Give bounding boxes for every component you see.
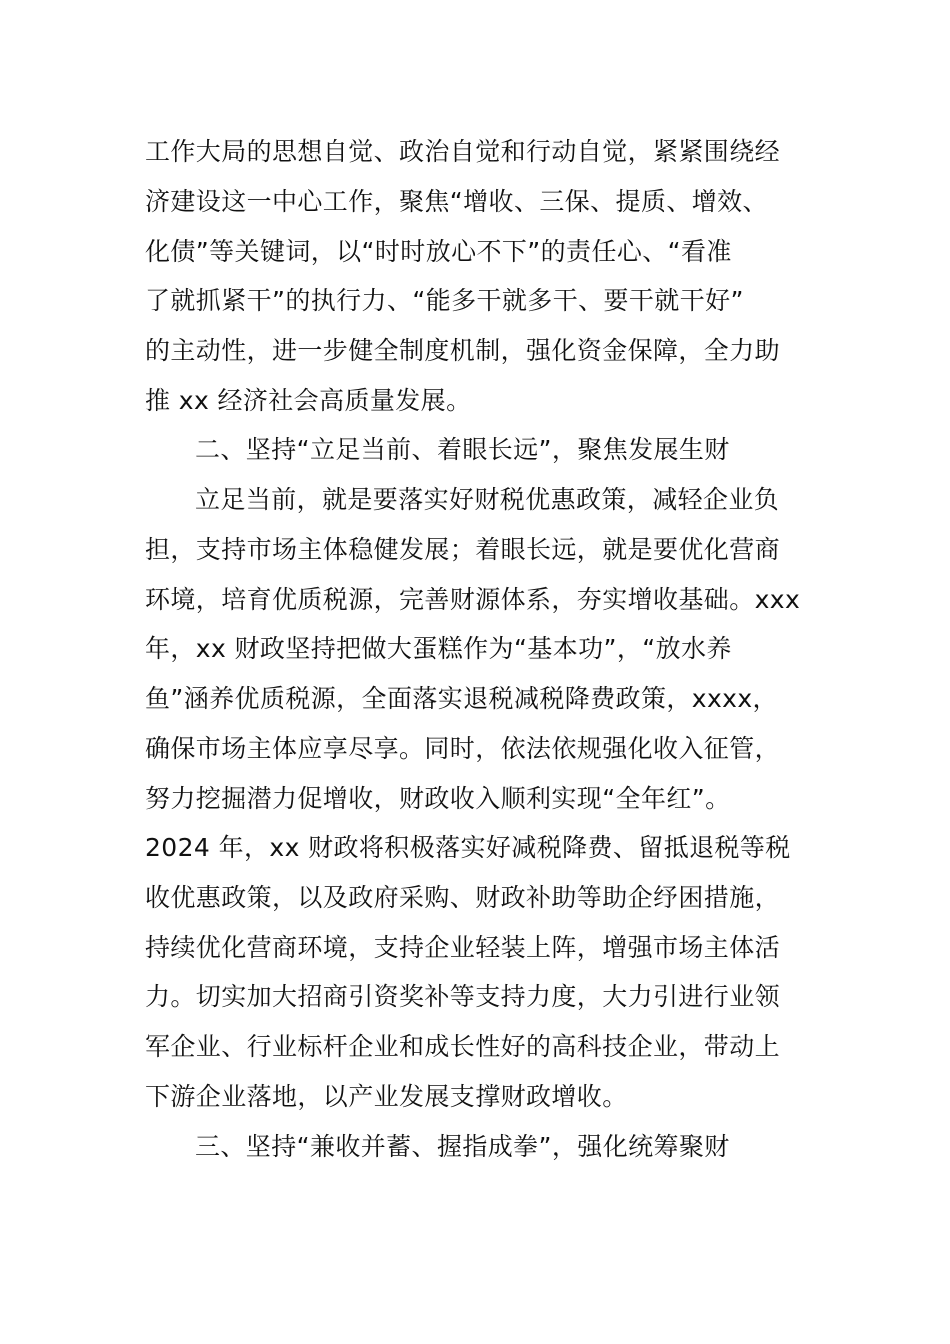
- text-line: 努力挖掘潜力促增收，财政收入顺利实现“全年红”。: [145, 784, 731, 813]
- text-line: 工作大局的思想自觉、政治自觉和行动自觉，紧紧围绕经: [145, 137, 781, 166]
- paragraph-first-line: 立足当前，就是要落实好财税优惠政策，减轻企业负: [195, 485, 780, 514]
- text-line: 收优惠政策，以及政府采购、财政补助等助企纾困措施，: [145, 883, 781, 912]
- text-line: 军企业、行业标杆企业和成长性好的高科技企业，带动上: [145, 1032, 781, 1061]
- text-line: 鱼”涵养优质税源，全面落实退税减税降费政策，xxxx，: [145, 684, 778, 713]
- text-line: 了就抓紧干”的执行力、“能多干就多干、要干就干好”: [145, 286, 744, 315]
- text-line: 的主动性，进一步健全制度机制，强化资金保障，全力助: [145, 336, 781, 365]
- text-line: 确保市场主体应享尽享。同时，依法依规强化收入征管，: [145, 734, 781, 763]
- section-heading: 三、坚持“兼收并蓄、握指成拳”，强化统筹聚财: [195, 1132, 730, 1161]
- text-line: 化债”等关键词，以“时时放心不下”的责任心、“看准: [145, 237, 732, 266]
- text-line: 年，xx 财政坚持把做大蛋糕作为“基本功”，“放水养: [145, 634, 732, 663]
- text-line: 力。切实加大招商引资奖补等支持力度，大力引进行业领: [145, 982, 781, 1011]
- section-heading: 二、坚持“立足当前、着眼长远”，聚焦发展生财: [195, 435, 730, 464]
- text-line: 持续优化营商环境，支持企业轻装上阵，增强市场主体活: [145, 933, 781, 962]
- text-line: 担，支持市场主体稳健发展；着眼长远，就是要优化营商: [145, 535, 781, 564]
- text-line: 推 xx 经济社会高质量发展。: [145, 386, 472, 415]
- text-line: 下游企业落地，以产业发展支撑财政增收。: [145, 1082, 628, 1111]
- text-line: 济建设这一中心工作，聚焦“增收、三保、提质、增效、: [145, 187, 768, 216]
- text-line: 环境，培育优质税源，完善财源体系，夯实增收基础。xxx: [145, 585, 801, 614]
- text-line: 2024 年，xx 财政将积极落实好减税降费、留抵退税等税: [145, 833, 791, 862]
